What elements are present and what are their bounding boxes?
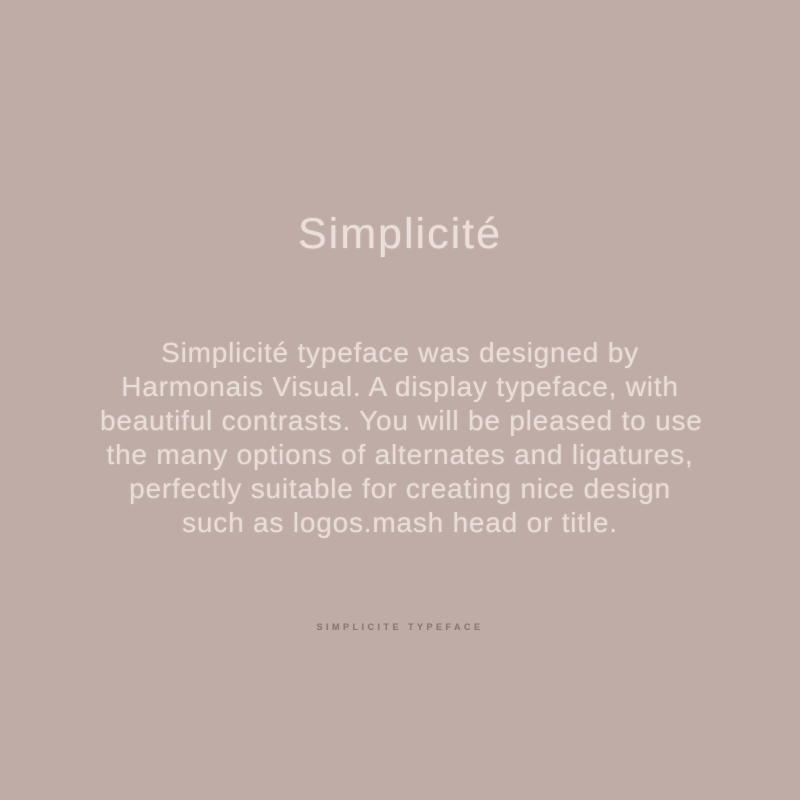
description-line: beautiful contrasts. You will be pleased to use: [100, 405, 703, 436]
description-line: perfectly suitable for creating nice design: [129, 473, 671, 504]
description-line: Harmonais Visual. A display typeface, with: [121, 371, 679, 402]
description-line: such as logos.mash head or title.: [182, 507, 618, 538]
footer-typeface-label: SIMPLICITE TYPEFACE: [316, 622, 484, 632]
description-line: the many options of alternates and ligatures,: [106, 439, 694, 470]
description-paragraph: [100, 336, 703, 540]
description-line: Simplicité typeface was designed by: [161, 337, 639, 368]
typeface-title: Simplicité: [298, 210, 502, 258]
